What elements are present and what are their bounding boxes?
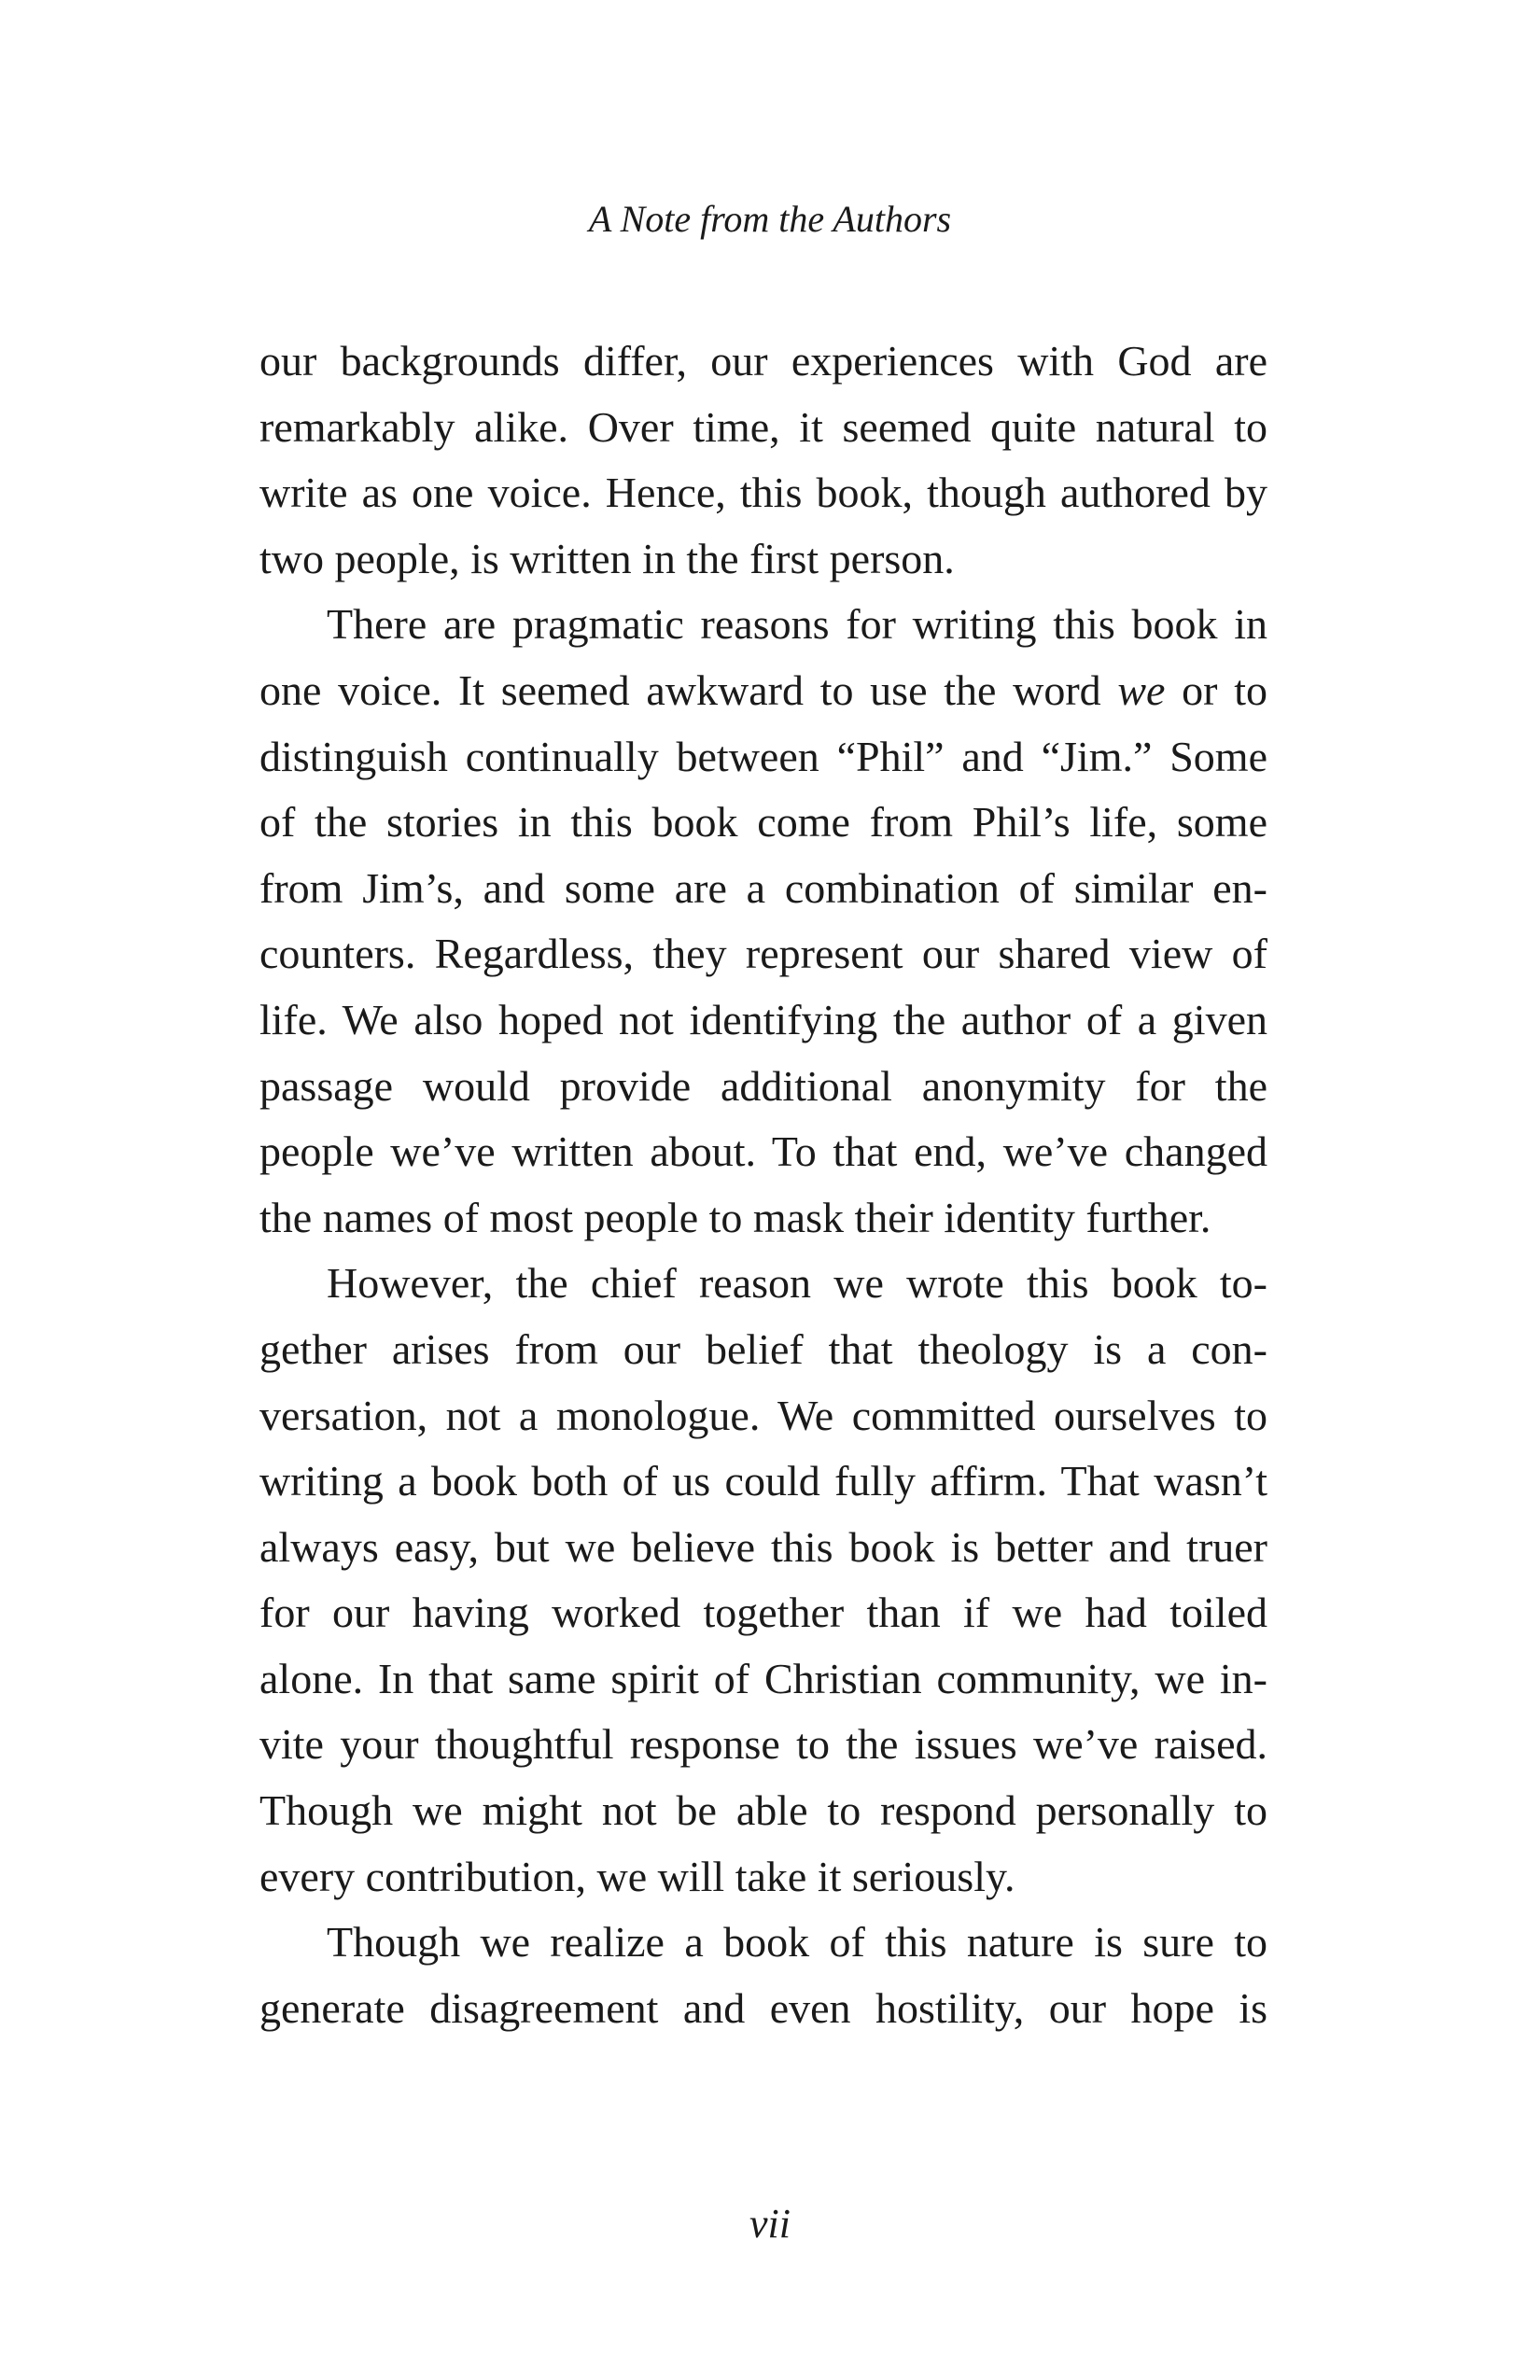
text-line: write as one voice. Hence, this book, though authored by [259, 469, 1267, 517]
text-line: people we’ve written about. To that end, we’ve changed [259, 1127, 1267, 1176]
text-line: alone. In that same spirit of Christian community, we in- [259, 1654, 1267, 1702]
text-line: remarkably alike. Over time, it seemed quite natural to [259, 402, 1267, 451]
text-line: generate disagreement and even hostility, our hope is [259, 1983, 1267, 2032]
page-number: vii [749, 2201, 791, 2247]
text-line: versation, not a monologue. We committed ourselves to [259, 1391, 1267, 1439]
text-line: of the stories in this book come from Phil’s life, some [259, 798, 1267, 847]
text-line: distinguish continually between “Phil” and “Jim.” Some [259, 732, 1267, 780]
text-line: passage would provide additional anonymity for the [259, 1061, 1267, 1110]
text-line: from Jim’s, and some are a combination of similar en- [259, 863, 1267, 912]
text-line: our backgrounds differ, our experiences with God are [259, 337, 1267, 385]
text-line: writing a book both of us could fully affirm. That wasn’t [259, 1457, 1267, 1505]
text-line: two people, is written in the first person. [259, 534, 955, 582]
text-line: However, the chief reason we wrote this book to- [327, 1259, 1267, 1308]
text-line: the names of most people to mask their identity further. [259, 1193, 1211, 1241]
running-head: A Note from the Authors [588, 198, 952, 240]
emphasis: we [1117, 665, 1166, 714]
text-line: counters. Regardless, they represent our shared view of [259, 930, 1267, 978]
text-line: There are pragmatic reasons for writing this book in [327, 600, 1267, 649]
text-line: life. We also hoped not identifying the author of a given [259, 995, 1267, 1043]
text-line: Though we might not be able to respond personally to [259, 1786, 1267, 1835]
text-line: gether arises from our belief that theology is a con- [259, 1324, 1267, 1373]
text-line: Though we realize a book of this nature is sure to [327, 1918, 1267, 1967]
text-line: vite your thoughtful response to the issues we’ve raised. [259, 1720, 1267, 1769]
text-line: always easy, but we believe this book is better and truer [259, 1522, 1267, 1571]
text-line: for our having worked together than if we had toiled [259, 1589, 1267, 1637]
text-line: one voice. It seemed awkward to use the word we or to [259, 665, 1267, 714]
text-line: every contribution, we will take it seriously. [259, 1852, 1015, 1900]
body-text [259, 329, 1267, 2041]
